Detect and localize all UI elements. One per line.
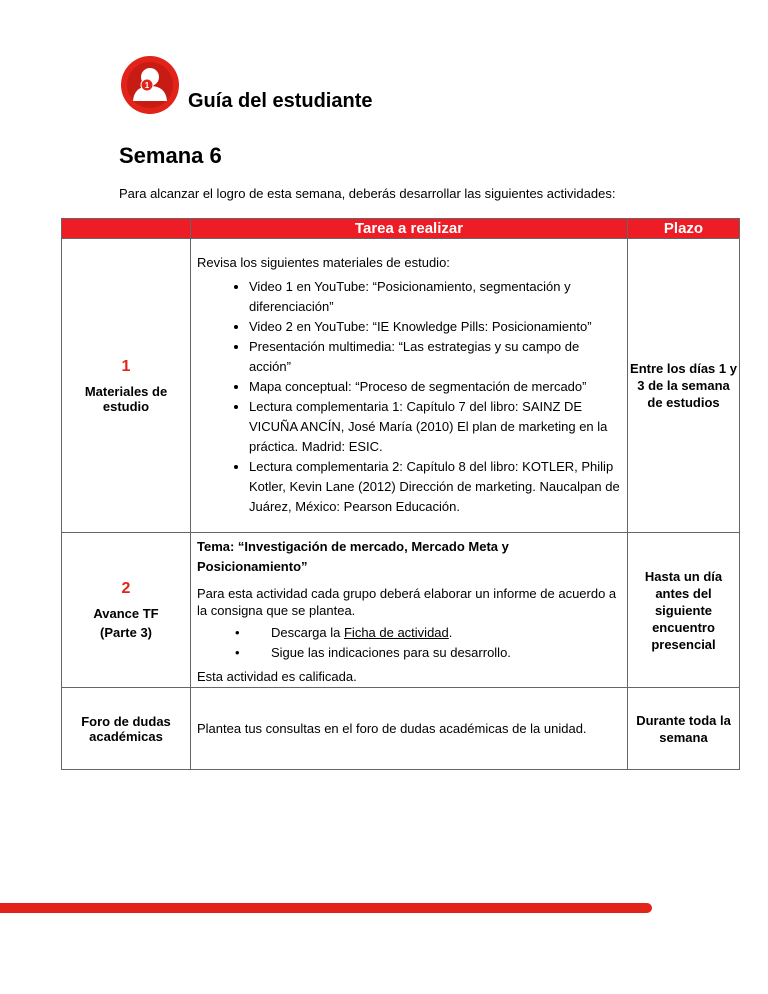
list-item: • Presentación multimedia: “Las estrategias y su campo de acción” — [249, 337, 621, 377]
steps-list — [197, 623, 621, 663]
task-cell — [191, 533, 628, 688]
list-item: • Mapa conceptual: “Proceso de segmentación de mercado” — [249, 377, 621, 397]
step-suffix: . — [448, 625, 453, 640]
deadline-cell: Hasta un día antes del siguiente encuentro presencial — [628, 533, 740, 688]
list-item — [271, 623, 621, 643]
activity-label-cell — [62, 533, 191, 688]
list-item: • Lectura complementaria 2: Capítulo 8 del libro: KOTLER, Philip Kotler, Kevin Lane (2012) Dirección de marketing. Naucalpan de Juárez, México: Pearson Educación. — [249, 457, 621, 517]
task-note: Esta actividad es calificada. — [197, 669, 357, 684]
activity-number: 1 — [121, 357, 131, 375]
activity-label-part: (Parte 3) — [99, 625, 153, 640]
task-cell: Plantea tus consultas en el foro de dudas académicas de la unidad. — [191, 688, 628, 770]
deadline-cell: Entre los días 1 y 3 de la semana de estudios — [628, 239, 740, 533]
week-title: Semana 6 — [119, 143, 222, 168]
task-topic: Tema: “Investigación de mercado, Mercado Meta y Posicionamiento” — [197, 539, 509, 574]
table-header-row — [62, 219, 740, 239]
list-item: • Video 2 en YouTube: “IE Knowledge Pills: Posicionamiento” — [249, 317, 621, 337]
activity-label-cell: Foro de dudas académicas — [62, 688, 191, 770]
student-guide-logo-icon — [120, 55, 180, 115]
header-task: Tarea a realizar — [191, 219, 628, 239]
footer-accent-bar — [0, 903, 652, 913]
logo-number: 1 — [144, 81, 150, 90]
table-row — [62, 239, 740, 533]
list-item: • Video 1 en YouTube: “Posicionamiento, segmentación y diferenciación” — [249, 277, 621, 317]
list-item: • Lectura complementaria 1: Capítulo 7 del libro: SAINZ DE VICUÑA ANCÍN, José María (2010) El plan de marketing en la práctica. Madrid: ESIC. — [249, 397, 621, 457]
table-row — [62, 533, 740, 688]
activities-table — [61, 218, 740, 770]
activity-label: Materiales de estudio — [84, 383, 168, 414]
activity-label: Avance TF — [93, 606, 159, 621]
activity-sheet-link[interactable]: Ficha de actividad — [343, 625, 449, 640]
activity-number: 2 — [121, 580, 131, 597]
deadline-cell: Durante toda la semana — [628, 688, 740, 770]
step-prefix: Descarga la — [271, 625, 344, 640]
document-title: Guía del estudiante — [188, 90, 373, 112]
list-item: • Sigue las indicaciones para su desarrollo. — [271, 643, 621, 663]
table-row — [62, 688, 740, 770]
intro-text: Para alcanzar el logro de esta semana, deberás desarrollar las siguientes actividades: — [119, 186, 616, 201]
materials-list — [197, 277, 621, 517]
header-empty-cell — [62, 219, 191, 239]
task-intro: Revisa los siguientes materiales de estudio: — [197, 254, 450, 270]
task-description: Para esta actividad cada grupo deberá elaborar un informe de acuerdo a la consigna que se plantea. — [197, 586, 617, 618]
task-cell — [191, 239, 628, 533]
activity-label-cell — [62, 239, 191, 533]
header-deadline: Plazo — [628, 219, 740, 239]
